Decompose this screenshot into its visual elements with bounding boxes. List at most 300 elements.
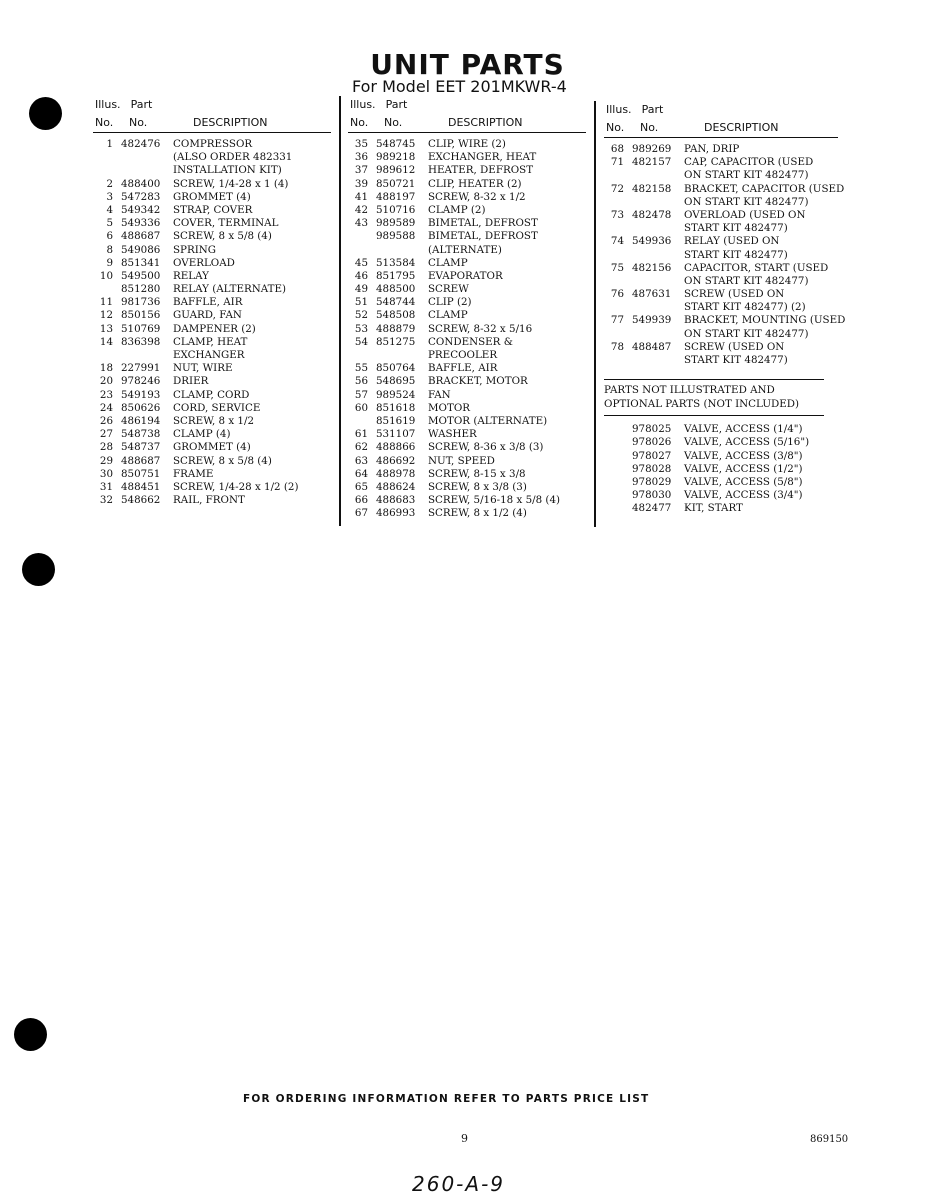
table-row [604,354,838,367]
illus-number: 42 [354,203,368,216]
part-number: 531107 [376,428,416,441]
part-number: 548695 [376,375,416,388]
table-row [604,288,838,301]
part-description: (ALTERNATE) [428,243,502,256]
part-description: START KIT 482477) [684,248,788,261]
part-number: 850751 [121,467,161,480]
part-description: OVERLOAD [173,256,235,269]
binder-hole [29,97,62,130]
part-description: SCREW, 1/4-28 x 1/2 (2) [173,480,299,493]
table-row [604,235,838,248]
illus-number: 10 [99,269,113,282]
table-row [93,191,331,204]
part-description: CLAMP (4) [173,428,231,441]
table-row [348,270,586,283]
table-row [604,423,838,436]
table-row [348,138,586,151]
illus-number: 30 [99,467,113,480]
parts-rows [348,138,586,520]
part-description: (ALSO ORDER 482331 [173,151,293,164]
part-number: 978027 [632,449,672,462]
part-description: BRACKET, MOTOR [428,375,528,388]
part-number: 482158 [632,182,672,195]
part-number: 548744 [376,296,416,309]
table-row [93,283,331,296]
part-number: 488624 [376,480,416,493]
table-row [348,296,586,309]
illus-number: 49 [354,283,368,296]
part-number: 482157 [632,156,672,169]
header-part: Part [641,103,664,116]
part-number: 486993 [376,507,416,520]
table-row [348,244,586,257]
part-description: BAFFLE, AIR [173,296,243,309]
illus-number: 1 [106,138,113,150]
page-title: UNIT PARTS [370,48,565,81]
parts-column-1 [93,96,331,507]
part-number: 851280 [121,283,161,296]
part-description: VALVE, ACCESS (5/16") [684,436,810,449]
part-description: BRACKET, MOUNTING (USED [684,314,846,327]
illus-number: 52 [354,309,368,322]
part-number: 488687 [121,454,161,467]
header-illus: Illus. [606,103,632,116]
part-description: PAN, DRIP [684,143,740,155]
illus-number: 29 [99,454,113,467]
part-description: CAP, CAPACITOR (USED [684,156,814,169]
illus-number: 8 [106,243,113,256]
table-row [93,402,331,415]
table-row [93,309,331,322]
illus-number: 2 [106,177,113,190]
table-row [348,309,586,322]
illus-number: 61 [354,428,368,441]
table-row [93,441,331,454]
table-row [93,349,331,362]
table-row [604,436,838,449]
part-description: NUT, WIRE [173,362,233,375]
table-row [348,204,586,217]
table-row [604,169,838,182]
part-description: GROMMET (4) [173,190,251,203]
part-number: 482156 [632,261,672,274]
part-number: 548737 [121,441,161,454]
table-row [604,489,838,502]
header-no: No. [95,116,114,129]
part-number: 978029 [632,475,672,488]
part-number: 978025 [632,423,672,436]
illus-number: 27 [99,428,113,441]
illus-number: 18 [99,362,113,375]
illus-number: 55 [354,362,368,375]
illus-number: 20 [99,375,113,388]
part-number: 488500 [376,283,416,296]
header-part-no: No. [129,116,148,129]
illus-number: 6 [106,230,113,243]
table-row [348,178,586,191]
column-header [93,96,331,133]
table-row [93,230,331,243]
part-description: ON START KIT 482477) [684,169,809,182]
part-description: NUT, SPEED [428,454,495,467]
part-description: VALVE, ACCESS (1/2") [684,462,803,475]
part-number: 850764 [376,362,416,375]
heading-line: OPTIONAL PARTS (NOT INCLUDED) [604,398,800,411]
table-row [604,156,838,169]
part-number: 978030 [632,489,672,502]
table-row [93,468,331,481]
part-number: 227991 [121,362,161,375]
table-row [348,468,586,481]
header-no: No. [606,121,625,134]
table-row [348,283,586,296]
table-row [348,362,586,375]
part-number: 488683 [376,494,416,507]
part-number: 549342 [121,203,161,216]
illus-number: 76 [610,288,624,301]
part-description: SPRING [173,243,217,256]
part-description: CAPACITOR, START (USED [684,261,829,274]
table-row [348,349,586,362]
part-description: CORD, SERVICE [173,401,261,414]
part-number: 549936 [632,235,672,248]
illus-number: 60 [354,401,368,414]
illus-number: 74 [610,235,624,248]
part-number: 989218 [376,151,416,164]
table-row [604,450,838,463]
header-description: DESCRIPTION [704,121,779,134]
table-row [604,275,838,288]
header-line-1 [95,98,162,111]
table-row [604,502,838,515]
illus-number: 43 [354,217,368,230]
illus-number: 5 [106,217,113,230]
part-number: 482476 [121,138,161,150]
table-row [93,296,331,309]
part-number: 981736 [121,296,161,309]
table-row [604,476,838,489]
part-number: 549336 [121,217,161,230]
parts-column-3 [604,101,846,516]
part-description: HEATER, DEFROST [428,164,534,177]
table-row [93,389,331,402]
part-description: VALVE, ACCESS (1/4") [684,423,803,436]
table-row [604,209,838,222]
table-row [348,402,586,415]
part-number: 488866 [376,441,416,454]
part-description: PRECOOLER [428,349,498,361]
part-number: 510769 [121,322,161,335]
part-description: SCREW, 8-32 x 1/2 [428,190,526,203]
part-number: 989524 [376,388,416,401]
part-number: 547283 [121,190,161,203]
illus-number: 51 [354,296,368,309]
parts-rows [604,143,846,367]
part-number: 989588 [376,230,416,243]
part-description: BIMETAL, DEFROST [428,217,538,230]
part-number: 488487 [632,340,672,353]
table-row [604,182,845,196]
part-number: 850156 [121,309,161,322]
table-row [604,143,838,156]
illus-number: 39 [354,177,368,190]
part-number: 851341 [121,256,161,269]
column-divider [339,96,341,526]
illus-number: 67 [354,507,368,520]
illus-number: 73 [610,208,624,221]
table-row [93,415,331,428]
table-row [604,314,846,327]
part-number: 548738 [121,428,161,441]
header-illus: Illus. [95,98,121,111]
illus-number: 46 [354,269,368,282]
part-description: GUARD, FAN [173,309,242,322]
table-row [348,441,586,454]
header-part: Part [130,98,153,111]
part-number: 851618 [376,401,416,414]
part-number: 851275 [376,335,416,348]
part-description: CLAMP, CORD [173,388,250,401]
table-row [93,270,331,283]
illus-number: 11 [99,296,113,309]
illus-number: 37 [354,164,368,177]
illus-number: 12 [99,309,113,322]
illus-number: 62 [354,441,368,454]
part-description: SCREW, 8 x 5/8 (4) [173,230,272,243]
header-part-no: No. [384,116,403,129]
part-description: START KIT 482477) [684,354,788,366]
illus-number: 66 [354,494,368,507]
table-row [348,217,586,230]
illus-number: 72 [610,182,624,195]
illus-number: 71 [610,156,624,169]
column-divider [594,101,596,527]
part-number: 549086 [121,243,161,256]
illus-number: 24 [99,401,113,414]
table-row [93,455,331,468]
part-number: 482478 [632,208,672,221]
part-description: SCREW, 8 x 1/2 (4) [428,507,527,520]
header-line-1 [350,98,417,111]
part-description: SCREW [428,283,469,296]
table-row [348,164,586,177]
header-line-1 [606,103,673,116]
part-number: 486194 [121,414,161,427]
part-description: KIT, START [684,502,743,515]
part-description: FRAME [173,467,214,480]
part-description: CLIP, HEATER (2) [428,177,522,190]
part-description: BAFFLE, AIR [428,362,498,375]
illus-number: 45 [354,256,368,269]
illus-number: 4 [106,203,113,216]
table-row [93,244,331,257]
table-row [93,257,331,270]
part-number: 989269 [632,143,672,155]
part-number: 549500 [121,269,161,282]
table-row [93,151,331,164]
table-row [93,362,331,375]
illus-number: 68 [610,143,624,155]
table-row [348,230,586,243]
table-row [93,164,331,177]
part-number: 548508 [376,309,416,322]
part-description: RAIL, FRONT [173,494,245,507]
part-description: OVERLOAD (USED ON [684,208,806,221]
part-description: ON START KIT 482477) [684,327,809,340]
part-number: 978246 [121,375,161,388]
table-row [604,262,838,275]
table-row [348,481,586,494]
part-number: 487631 [632,288,672,301]
part-number: 510716 [376,203,416,216]
parts-column-2 [348,96,586,520]
binder-hole [22,553,55,586]
document-number: 869150 [810,1134,849,1145]
part-description: SCREW, 8 x 5/8 (4) [173,454,272,467]
part-description: SCREW, 8 x 1/2 [173,414,255,427]
part-description: SCREW, 8-32 x 5/16 [428,322,533,335]
table-row [93,428,331,441]
illus-number: 14 [99,335,113,348]
ordering-note: FOR ORDERING INFORMATION REFER TO PARTS PRICE LIST [243,1093,650,1105]
part-description: INSTALLATION KIT) [173,164,282,177]
table-row [604,328,838,341]
part-description: CLIP (2) [428,296,472,309]
part-number: 850721 [376,177,416,190]
part-description: CLAMP [428,309,468,322]
handwritten-note: 260-A-9 [412,1172,506,1196]
illus-number: 78 [610,340,624,353]
part-description: CLAMP [428,256,468,269]
table-row [348,336,586,349]
part-description: ON START KIT 482477) [684,195,809,208]
illus-number: 9 [106,256,113,269]
table-row [348,455,586,468]
part-description: MOTOR (ALTERNATE) [428,414,548,427]
part-number: 851619 [376,414,416,427]
table-row [93,323,331,336]
part-description: SCREW, 8 x 3/8 (3) [428,480,527,493]
table-row [348,375,586,388]
illus-number: 13 [99,322,113,335]
table-row [348,428,586,441]
part-description: SCREW, 1/4-28 x 1 (4) [173,177,289,190]
part-number: 488978 [376,467,416,480]
part-number: 989589 [376,217,416,230]
part-description: GROMMET (4) [173,441,251,454]
part-description: BIMETAL, DEFROST [428,230,538,243]
part-number: 549193 [121,388,161,401]
part-number: 488197 [376,190,416,203]
part-description: CLAMP (2) [428,203,486,216]
header-description: DESCRIPTION [448,116,523,129]
table-row [93,217,331,230]
part-number: 836398 [121,335,161,348]
heading-line: PARTS NOT ILLUSTRATED AND [604,384,775,397]
table-row [93,494,331,507]
part-description: VALVE, ACCESS (5/8") [684,475,803,488]
table-row [604,249,838,262]
table-row [93,138,331,151]
part-description: VALVE, ACCESS (3/4") [684,489,803,502]
part-description: STRAP, COVER [173,203,253,216]
part-description: ON START KIT 482477) [684,274,809,287]
part-number: 851795 [376,269,416,282]
illus-number: 75 [610,261,624,274]
table-row [604,196,838,209]
part-number: 488451 [121,480,161,493]
optional-parts-rows [604,423,838,515]
table-row [604,463,838,476]
table-row [93,204,331,217]
part-description: SCREW, 8-15 x 3/8 [428,467,526,480]
table-row [93,178,331,191]
illus-number: 35 [354,138,368,150]
part-number: 978026 [632,436,672,449]
part-description: EXCHANGER [173,349,245,361]
table-row [348,507,586,520]
table-row [604,341,838,354]
part-description: EXCHANGER, HEAT [428,151,537,164]
table-row [348,191,586,204]
part-description: VALVE, ACCESS (3/8") [684,449,803,462]
part-number: 850626 [121,401,161,414]
part-description: MOTOR [428,401,471,414]
illus-number: 53 [354,322,368,335]
column-header [348,96,586,133]
illus-number: 26 [99,414,113,427]
table-row [604,222,838,235]
table-row [348,257,586,270]
part-number: 488687 [121,230,161,243]
table-row [348,494,586,507]
illus-number: 57 [354,388,368,401]
part-description: SCREW (USED ON [684,288,785,301]
column-header [604,101,838,138]
part-description: COMPRESSOR [173,138,253,150]
table-row [604,301,838,314]
illus-number: 23 [99,388,113,401]
part-number: 482477 [632,502,672,515]
part-description: START KIT 482477) [684,222,788,235]
illus-number: 28 [99,441,113,454]
header-description: DESCRIPTION [193,116,268,129]
part-description: COVER, TERMINAL [173,217,279,230]
part-number: 513584 [376,256,416,269]
part-description: CLIP, WIRE (2) [428,138,506,150]
part-description: FAN [428,388,451,401]
part-description: SCREW, 8-36 x 3/8 (3) [428,441,544,454]
illus-number: 31 [99,480,113,493]
table-row [348,415,586,428]
page-number: 9 [461,1132,468,1145]
part-description: RELAY (USED ON [684,235,780,248]
header-no: No. [350,116,369,129]
illus-number: 56 [354,375,368,388]
part-number: 486692 [376,454,416,467]
part-number: 989612 [376,164,416,177]
part-description: SCREW (USED ON [684,340,785,353]
illus-number: 64 [354,467,368,480]
part-description: CLAMP, HEAT [173,335,248,348]
table-row [348,323,586,336]
table-row [93,481,331,494]
header-part: Part [385,98,408,111]
part-number: 548745 [376,138,416,150]
part-description: CONDENSER & [428,335,513,348]
illus-number: 32 [99,494,113,507]
part-description: EVAPORATOR [428,269,503,282]
